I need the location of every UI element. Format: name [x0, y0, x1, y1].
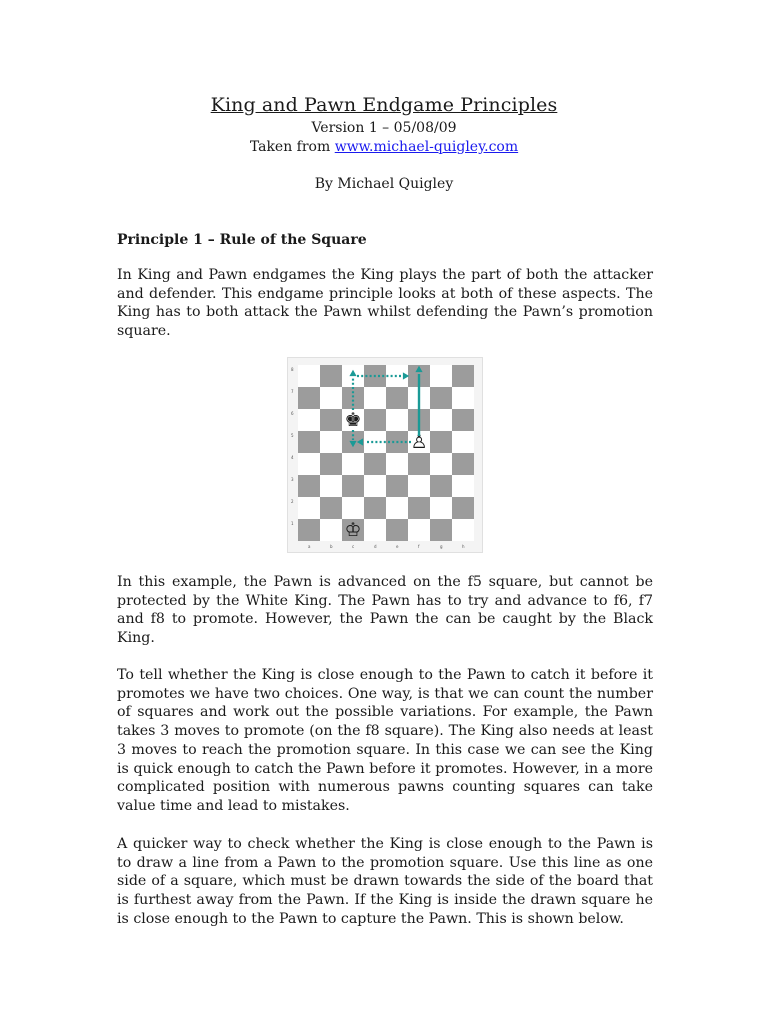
chess-diagram	[287, 357, 483, 553]
file-label: g	[440, 544, 443, 549]
rank-label: 6	[291, 411, 294, 416]
paragraph-counting: To tell whether the King is close enough to the Pawn to catch it before it promotes we have two choices. One way, is that we can count the number of squares and work out the possible variations. For example, the Pawn takes 3 moves to promote (on the f8 square). The King also needs at least 3 moves to reach the promotion square. In this case we can see the King is quick enough to catch the Pawn before it promotes. However, in a more complicated position with numerous pawns counting squares can take value time and lead to mistakes.	[117, 667, 653, 814]
file-label: d	[374, 544, 377, 549]
paragraph-intro: In King and Pawn endgames the King plays the part of both the attacker and defender. This endgame principle looks at both of these aspects. The King has to both attack the Pawn whilst defending the Pawn’s promotion square.	[117, 267, 653, 340]
file-label: f	[418, 544, 420, 549]
rank-label: 2	[291, 499, 294, 504]
king-arrow-head-left	[357, 438, 363, 445]
author-line: By Michael Quigley	[314, 176, 454, 192]
white-pawn-icon: ♙	[410, 431, 428, 453]
paragraph-rule: A quicker way to check whether the King is close enough to the Pawn is to draw a line from a Pawn to the promotion square. Use this line as one side of a square, which must be drawn towards the side of the board that is furthest away from the Pawn. If the King is inside the drawn square he is close enough to the Pawn to capture the Pawn. This is shown below.	[117, 836, 653, 927]
rank-label: 5	[291, 433, 294, 438]
document-title: King and Pawn Endgame Principles	[210, 94, 558, 116]
rank-label: 1	[291, 521, 294, 526]
rank-label: 3	[291, 477, 294, 482]
file-label: c	[352, 544, 355, 549]
section-heading: Principle 1 – Rule of the Square	[117, 232, 367, 248]
source-prefix: Taken from	[249, 139, 335, 155]
king-arrow-head-up	[349, 370, 356, 376]
file-label: b	[330, 544, 333, 549]
move-arrows	[287, 357, 483, 553]
white-king-icon: ♔	[344, 519, 362, 541]
rank-label: 7	[291, 389, 294, 394]
rank-label: 8	[291, 367, 294, 372]
pawn-arrow-head	[415, 366, 422, 372]
file-label: h	[462, 544, 465, 549]
source-line	[0, 139, 768, 155]
source-link[interactable]: www.michael-quigley.com	[334, 139, 519, 155]
king-arrow-head-right	[403, 372, 409, 379]
version-line: Version 1 – 05/08/09	[311, 120, 457, 136]
file-label: a	[308, 544, 311, 549]
rank-label: 4	[291, 455, 294, 460]
paragraph-example: In this example, the Pawn is advanced on the f5 square, but cannot be protected by the White King. The Pawn has to try and advance to f6, f7 and f8 to promote. However, the Pawn the can be caught by the Black King.	[117, 574, 653, 647]
file-label: e	[396, 544, 399, 549]
king-arrow-head-down	[349, 441, 356, 447]
black-king-icon: ♚	[344, 409, 362, 431]
